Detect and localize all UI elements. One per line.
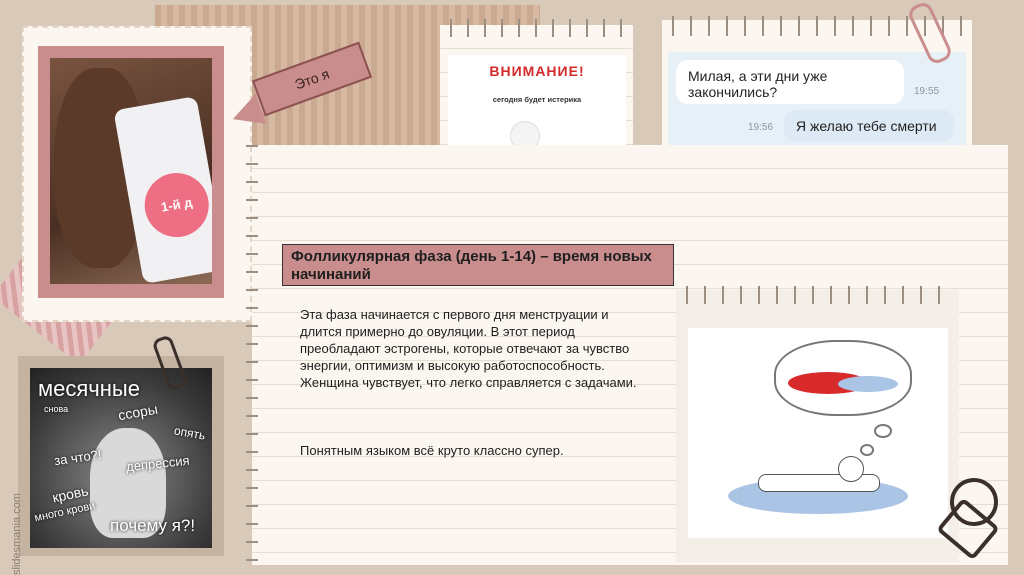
- chat-message-1-time: 19:55: [914, 86, 940, 97]
- meme-image: [30, 368, 212, 548]
- chat-message-1: [676, 60, 904, 104]
- meme-word-6: депрессия: [125, 452, 191, 475]
- alert-subtitle: сегодня будет истерика: [492, 95, 582, 104]
- phone-screen-circle: 1-й д: [140, 168, 212, 242]
- meme-word-1: месячные: [38, 376, 140, 401]
- phase-title: Фолликулярная фаза (день 1-14) – время новых начинаний: [291, 248, 652, 283]
- dreaming-cartoon: [688, 328, 948, 538]
- note-spiral: [450, 19, 625, 37]
- meme-word-9: почему я?!: [110, 516, 196, 535]
- chat-message-2: [784, 110, 954, 142]
- thought-dot-2: [860, 444, 874, 456]
- cartoon-card: [676, 290, 959, 562]
- water-puddle-small: [838, 376, 898, 392]
- meme-word-2: снова: [44, 404, 69, 414]
- meme-word-3: ссоры: [116, 400, 159, 424]
- lying-figure: [758, 474, 880, 492]
- meme-word-5: за что?!: [53, 446, 103, 469]
- phase-note: Понятным языком всё круто классно супер.: [300, 443, 564, 458]
- watermark: slidesmania.com: [11, 493, 23, 575]
- cartoon-spiral: [686, 286, 946, 304]
- alert-title: ВНИМАНИЕ!: [489, 63, 585, 79]
- chat-message-1-text: Милая, а эти дни уже закончились?: [688, 68, 828, 100]
- notebook-spiral: [246, 145, 258, 565]
- lying-figure-head: [838, 456, 864, 482]
- phone-device: [113, 96, 212, 284]
- meme-word-7: кровь: [50, 482, 90, 506]
- meme-word-4: опять: [173, 423, 207, 443]
- meme-word-8: много крови: [33, 499, 97, 525]
- tag-label: Это я: [292, 65, 332, 93]
- thought-dot-1: [874, 424, 892, 438]
- chat-message-2-text: Я желаю тебе смерти: [796, 118, 937, 134]
- phase-body: Эта фаза начинается с первого дня менструации и длится примерно до овуляции. В этот период преобладают эстрогены, которые отвечают за чувство энергии, оптимизм и высокую работоспособность. Женщина чувствует, что легко справляется с задачами.: [300, 307, 637, 390]
- phase-title-box: [282, 244, 674, 286]
- chat-message-2-time: 19:56: [748, 122, 774, 133]
- man-with-phone-photo: [50, 58, 212, 284]
